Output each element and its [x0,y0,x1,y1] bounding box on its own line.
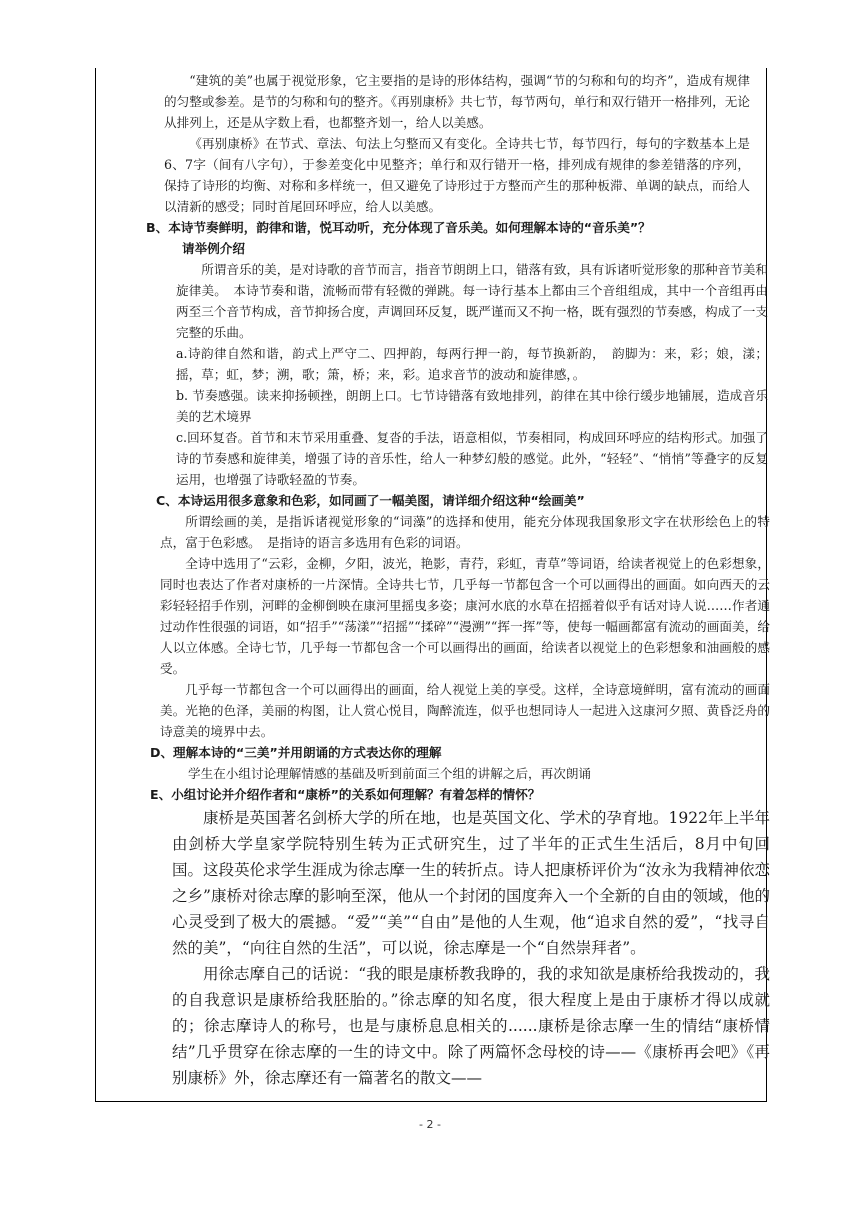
heading-subtext: 请举例介绍 [182,241,245,256]
paragraph: 《再别康桥》在节式、章法、句法上匀整而又有变化。全诗共七节，每节四行，每句的字数基本上是6、7字（间有八字句），于参差变化中见整齐；单行和双行错开一格，排列成有规律的参差错落的序列，保持了诗形的均衡、对称和多样统一，但又避免了诗形过于方整而产生的那种板滞、单调的缺点，而给人以清新的感受；同时首尾回环呼应，给人以美感。 [164,136,750,214]
section-a [164,70,750,217]
section-d-body [188,763,780,784]
section-c-heading [156,490,780,511]
list-item: a.诗韵律自然和谐，韵式上严守二、四押韵，每两行押一韵，每节换新韵， 韵脚为：来，彩；娘，漾；摇，草；虹，梦；溯，歌；箫，桥；来，彩。追求音节的波动和旋律感，。 [176,346,768,382]
section-b-heading [146,217,780,259]
list-item: c.回环复沓。首节和末节采用重叠、复沓的手法，语意相似，节奏相同，构成回环呼应的结构形式。加强了诗的节奏感和旋律美，增强了诗的音乐性，给人一种梦幻般的感觉。此外，“轻轻”、“悄悄”等叠字的反复运用，也增强了诗歌轻盈的节奏。 [176,430,768,487]
section-d-heading [150,742,780,763]
paragraph: 康桥是英国著名剑桥大学的所在地，也是英国文化、学术的孕育地。1922年上半年由剑桥大学皇家学院特别生转为正式研究生，过了半年的正式生生活后，8月中旬回国。这段英伦求学生涯成为徐志摩一生的转折点。诗人把康桥评价为“汝永为我精神依恋之乡”康桥对徐志摩的影响至深，他从一个封闭的国度奔入一个全新的自由的领域，他的心灵受到了极大的震撼。“爱”“美”“自由”是他的人生观，他“追求自然的爱”，“找寻自然的美”，“向往自然的生活”，可以说，徐志摩是一个“自然崇拜者”。 [172,809,770,957]
section-b-body [176,259,768,490]
heading-text: D、理解本诗的“三美”并用朗诵的方式表达你的理解 [150,745,442,760]
heading-text: B、本诗节奏鲜明，韵律和谐，悦耳动听，充分体现了音乐美。如何理解本诗的“音乐美”？ [146,220,651,235]
paragraph: 几乎每一节都包含一个可以画得出的画面，给人视觉上美的享受。这样，全诗意境鲜明，富有流动的画面美。光艳的色泽，美丽的构图，让人赏心悦目，陶醉流连，似乎也想同诗人一起进入这康河夕照、黄昏泛舟的诗意美的境界中去。 [160,682,770,739]
section-c-body [160,511,770,742]
heading-text: E、小组讨论并介绍作者和“康桥”的关系如何理解？有着怎样的情怀？ [150,787,541,802]
paragraph: 学生在小组讨论理解情感的基础及听到前面三个组的讲解之后，再次朗诵 [188,766,591,781]
page-number: - 2 - [419,1118,441,1131]
heading-text: C、本诗运用很多意象和色彩，如同画了一幅美图，请详细介绍这种“绘画美” [156,493,585,508]
section-e-heading [150,784,780,805]
paragraph: 用徐志摩自己的话说：“我的眼是康桥教我睁的，我的求知欲是康桥给我拨动的，我的自我意识是康桥给我胚胎的。”徐志摩的知名度，很大程度上是由于康桥才得以成就的；徐志摩诗人的称号，也是与康桥息息相关的......康桥是徐志摩一生的情结“康桥情结”几乎贯穿在徐志摩的一生的诗文中。除了两篇怀念母校的诗——《康桥再会吧》《再别康桥》外，徐志摩还有一篇著名的散文—— [172,965,770,1087]
paragraph: “建筑的美”也属于视觉形象，它主要指的是诗的形体结构，强调“节的匀称和句的均齐”，造成有规律的匀整或参差。是节的匀称和句的整齐。《再别康桥》共七节，每节两句，单行和双行错开一格排列，无论从排列上，还是从字数上看，也都整齐划一，给人以美感。 [164,73,750,130]
paragraph: 所谓音乐的美，是对诗歌的音节而言，指音节朗朗上口，错落有致，具有诉诸听觉形象的那种音节美和旋律美。 本诗节奏和谐，流畅而带有轻微的弹跳。每一诗行基本上都由三个音组组成，其中一个音组再由两至三个音节构成，音节抑扬合度，声调回环反复，既严谨而又不拘一格，既有强烈的节奏感，构成了一支完整的乐曲。 [176,262,768,340]
paragraph: 所谓绘画的美，是指诉诸视觉形象的“词藻”的选择和使用，能充分体现我国象形文字在状形绘色上的特点，富于色彩感。 是指诗的语言多选用有色彩的词语。 [160,514,770,550]
page-content [140,70,780,1091]
paragraph: 全诗中选用了“云彩，金柳，夕阳，波光，艳影，青荇，彩虹，青草”等词语，给读者视觉上的色彩想象，同时也表达了作者对康桥的一片深情。全诗共七节，几乎每一节都包含一个可以画得出的画面。如向西天的云彩轻轻招手作别，河畔的金柳倒映在康河里摇曳多姿；康河水底的水草在招摇着似乎有话对诗人说……作者通过动作性很强的词语，如“招手”“荡漾”“招摇”“揉碎”“漫溯”“挥一挥”等，使每一幅画都富有流动的画面美，给人以立体感。全诗七节，几乎每一节都包含一个可以画得出的画面，给读者以视觉上的色彩想象和油画般的感受。 [160,556,770,676]
list-item: b. 节奏感强。读来抑扬顿挫，朗朗上口。七节诗错落有致地排列，韵律在其中徐行缓步地铺展，造成音乐美的艺术境界 [176,388,768,424]
section-e-body [172,805,770,1091]
